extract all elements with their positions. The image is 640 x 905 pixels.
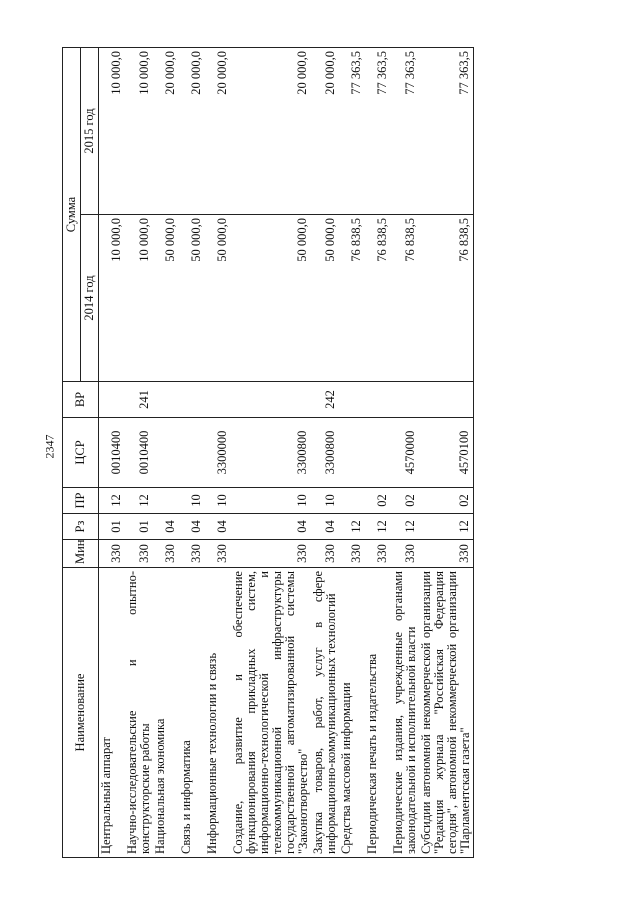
header-2015: 2015 год [81,48,99,215]
cell-y2015: 10 000,0 [99,48,126,215]
cell-y2014: 76 838,5 [365,215,391,382]
cell-csr: 4570100 [419,418,474,488]
header-name: Наименование [63,568,99,858]
cell-vr [391,382,419,418]
cell-csr [153,418,179,488]
cell-vr [99,382,126,418]
cell-min: 330 [231,540,311,568]
cell-min: 330 [153,540,179,568]
cell-y2015: 10 000,0 [125,48,153,215]
cell-rz: 12 [365,514,391,540]
cell-name: Связь и информатика [179,568,205,858]
cell-csr: 3300800 [231,418,311,488]
cell-y2015: 20 000,0 [153,48,179,215]
cell-name: Научно-исследовательские и опытно-конструкторские работы [125,568,153,858]
cell-name: Субсидии автономной некоммерческой организации "Редакция журнала "Российская Федерация сегодня", автономной некоммерческой организации "Парламентская газета" [419,568,474,858]
cell-vr [339,382,365,418]
cell-vr [365,382,391,418]
cell-y2014: 50 000,0 [231,215,311,382]
cell-rz: 04 [205,514,231,540]
cell-name: Центральный аппарат [99,568,126,858]
cell-y2015: 77 363,5 [419,48,474,215]
cell-min: 330 [99,540,126,568]
header-vr: ВР [63,382,99,418]
cell-name: Информационные технологии и связь [205,568,231,858]
table-row [419,48,474,858]
header-sum: Сумма [63,48,81,382]
cell-min: 330 [419,540,474,568]
cell-pr: 10 [311,488,339,514]
table-body [99,48,474,858]
cell-pr: 12 [125,488,153,514]
cell-y2014: 50 000,0 [311,215,339,382]
cell-rz: 01 [99,514,126,540]
cell-rz: 12 [419,514,474,540]
cell-pr: 02 [391,488,419,514]
cell-rz: 04 [231,514,311,540]
cell-vr: 241 [125,382,153,418]
rotated-budget-page [62,48,608,858]
cell-name: Периодическая печать и издательства [365,568,391,858]
cell-rz: 12 [391,514,419,540]
table-row [311,48,339,858]
cell-rz: 12 [339,514,365,540]
cell-name: Средства массовой информации [339,568,365,858]
header-2014: 2014 год [81,215,99,382]
cell-pr: 12 [99,488,126,514]
cell-min: 330 [205,540,231,568]
cell-pr: 10 [205,488,231,514]
cell-y2015: 20 000,0 [311,48,339,215]
table-row [391,48,419,858]
cell-y2015: 77 363,5 [339,48,365,215]
header-rz: Рз [63,514,99,540]
cell-min: 330 [391,540,419,568]
budget-table [62,47,474,858]
cell-vr [231,382,311,418]
table-row [205,48,231,858]
cell-vr [153,382,179,418]
cell-y2015: 20 000,0 [179,48,205,215]
cell-y2014: 50 000,0 [153,215,179,382]
cell-y2015: 20 000,0 [231,48,311,215]
cell-vr [205,382,231,418]
cell-y2015: 20 000,0 [205,48,231,215]
cell-pr [339,488,365,514]
cell-y2014: 76 838,5 [339,215,365,382]
cell-y2014: 10 000,0 [99,215,126,382]
table-row [231,48,311,858]
cell-min: 330 [339,540,365,568]
cell-y2014: 76 838,5 [419,215,474,382]
cell-vr [419,382,474,418]
cell-rz: 04 [311,514,339,540]
header-pr: ПР [63,488,99,514]
cell-min: 330 [179,540,205,568]
cell-pr: 02 [365,488,391,514]
table-row [153,48,179,858]
cell-min: 330 [125,540,153,568]
cell-rz: 04 [179,514,205,540]
cell-y2015: 77 363,5 [391,48,419,215]
cell-pr [153,488,179,514]
table-row [179,48,205,858]
cell-csr: 0010400 [125,418,153,488]
cell-name: Создание, развитие и обеспечение функционирования прикладных систем, информационно-технологической и телекоммуникационной инфраструктуры государственной автоматизированной системы "Законотворчество" [231,568,311,858]
cell-rz: 04 [153,514,179,540]
cell-name: Национальная экономика [153,568,179,858]
cell-name: Периодические издания, учрежденные органами законодательной и исполнительной власти [391,568,419,858]
cell-min: 330 [311,540,339,568]
cell-pr: 10 [231,488,311,514]
table-row [99,48,126,858]
cell-csr [179,418,205,488]
cell-vr: 242 [311,382,339,418]
cell-pr: 02 [419,488,474,514]
header-csr: ЦСР [63,418,99,488]
cell-y2014: 50 000,0 [205,215,231,382]
cell-y2015: 77 363,5 [365,48,391,215]
table-row [339,48,365,858]
cell-csr [365,418,391,488]
cell-csr: 3300000 [205,418,231,488]
cell-min: 330 [365,540,391,568]
cell-vr [179,382,205,418]
table-row [125,48,153,858]
cell-csr [339,418,365,488]
cell-name: Закупка товаров, работ, услуг в сфере информационно-коммуникационных технологий [311,568,339,858]
cell-csr: 3300800 [311,418,339,488]
cell-csr: 4570000 [391,418,419,488]
cell-csr: 0010400 [99,418,126,488]
header-min: Мин [63,540,99,568]
table-row [365,48,391,858]
cell-y2014: 10 000,0 [125,215,153,382]
cell-rz: 01 [125,514,153,540]
page-number: 2347 [42,434,57,459]
cell-pr: 10 [179,488,205,514]
cell-y2014: 50 000,0 [179,215,205,382]
cell-y2014: 76 838,5 [391,215,419,382]
